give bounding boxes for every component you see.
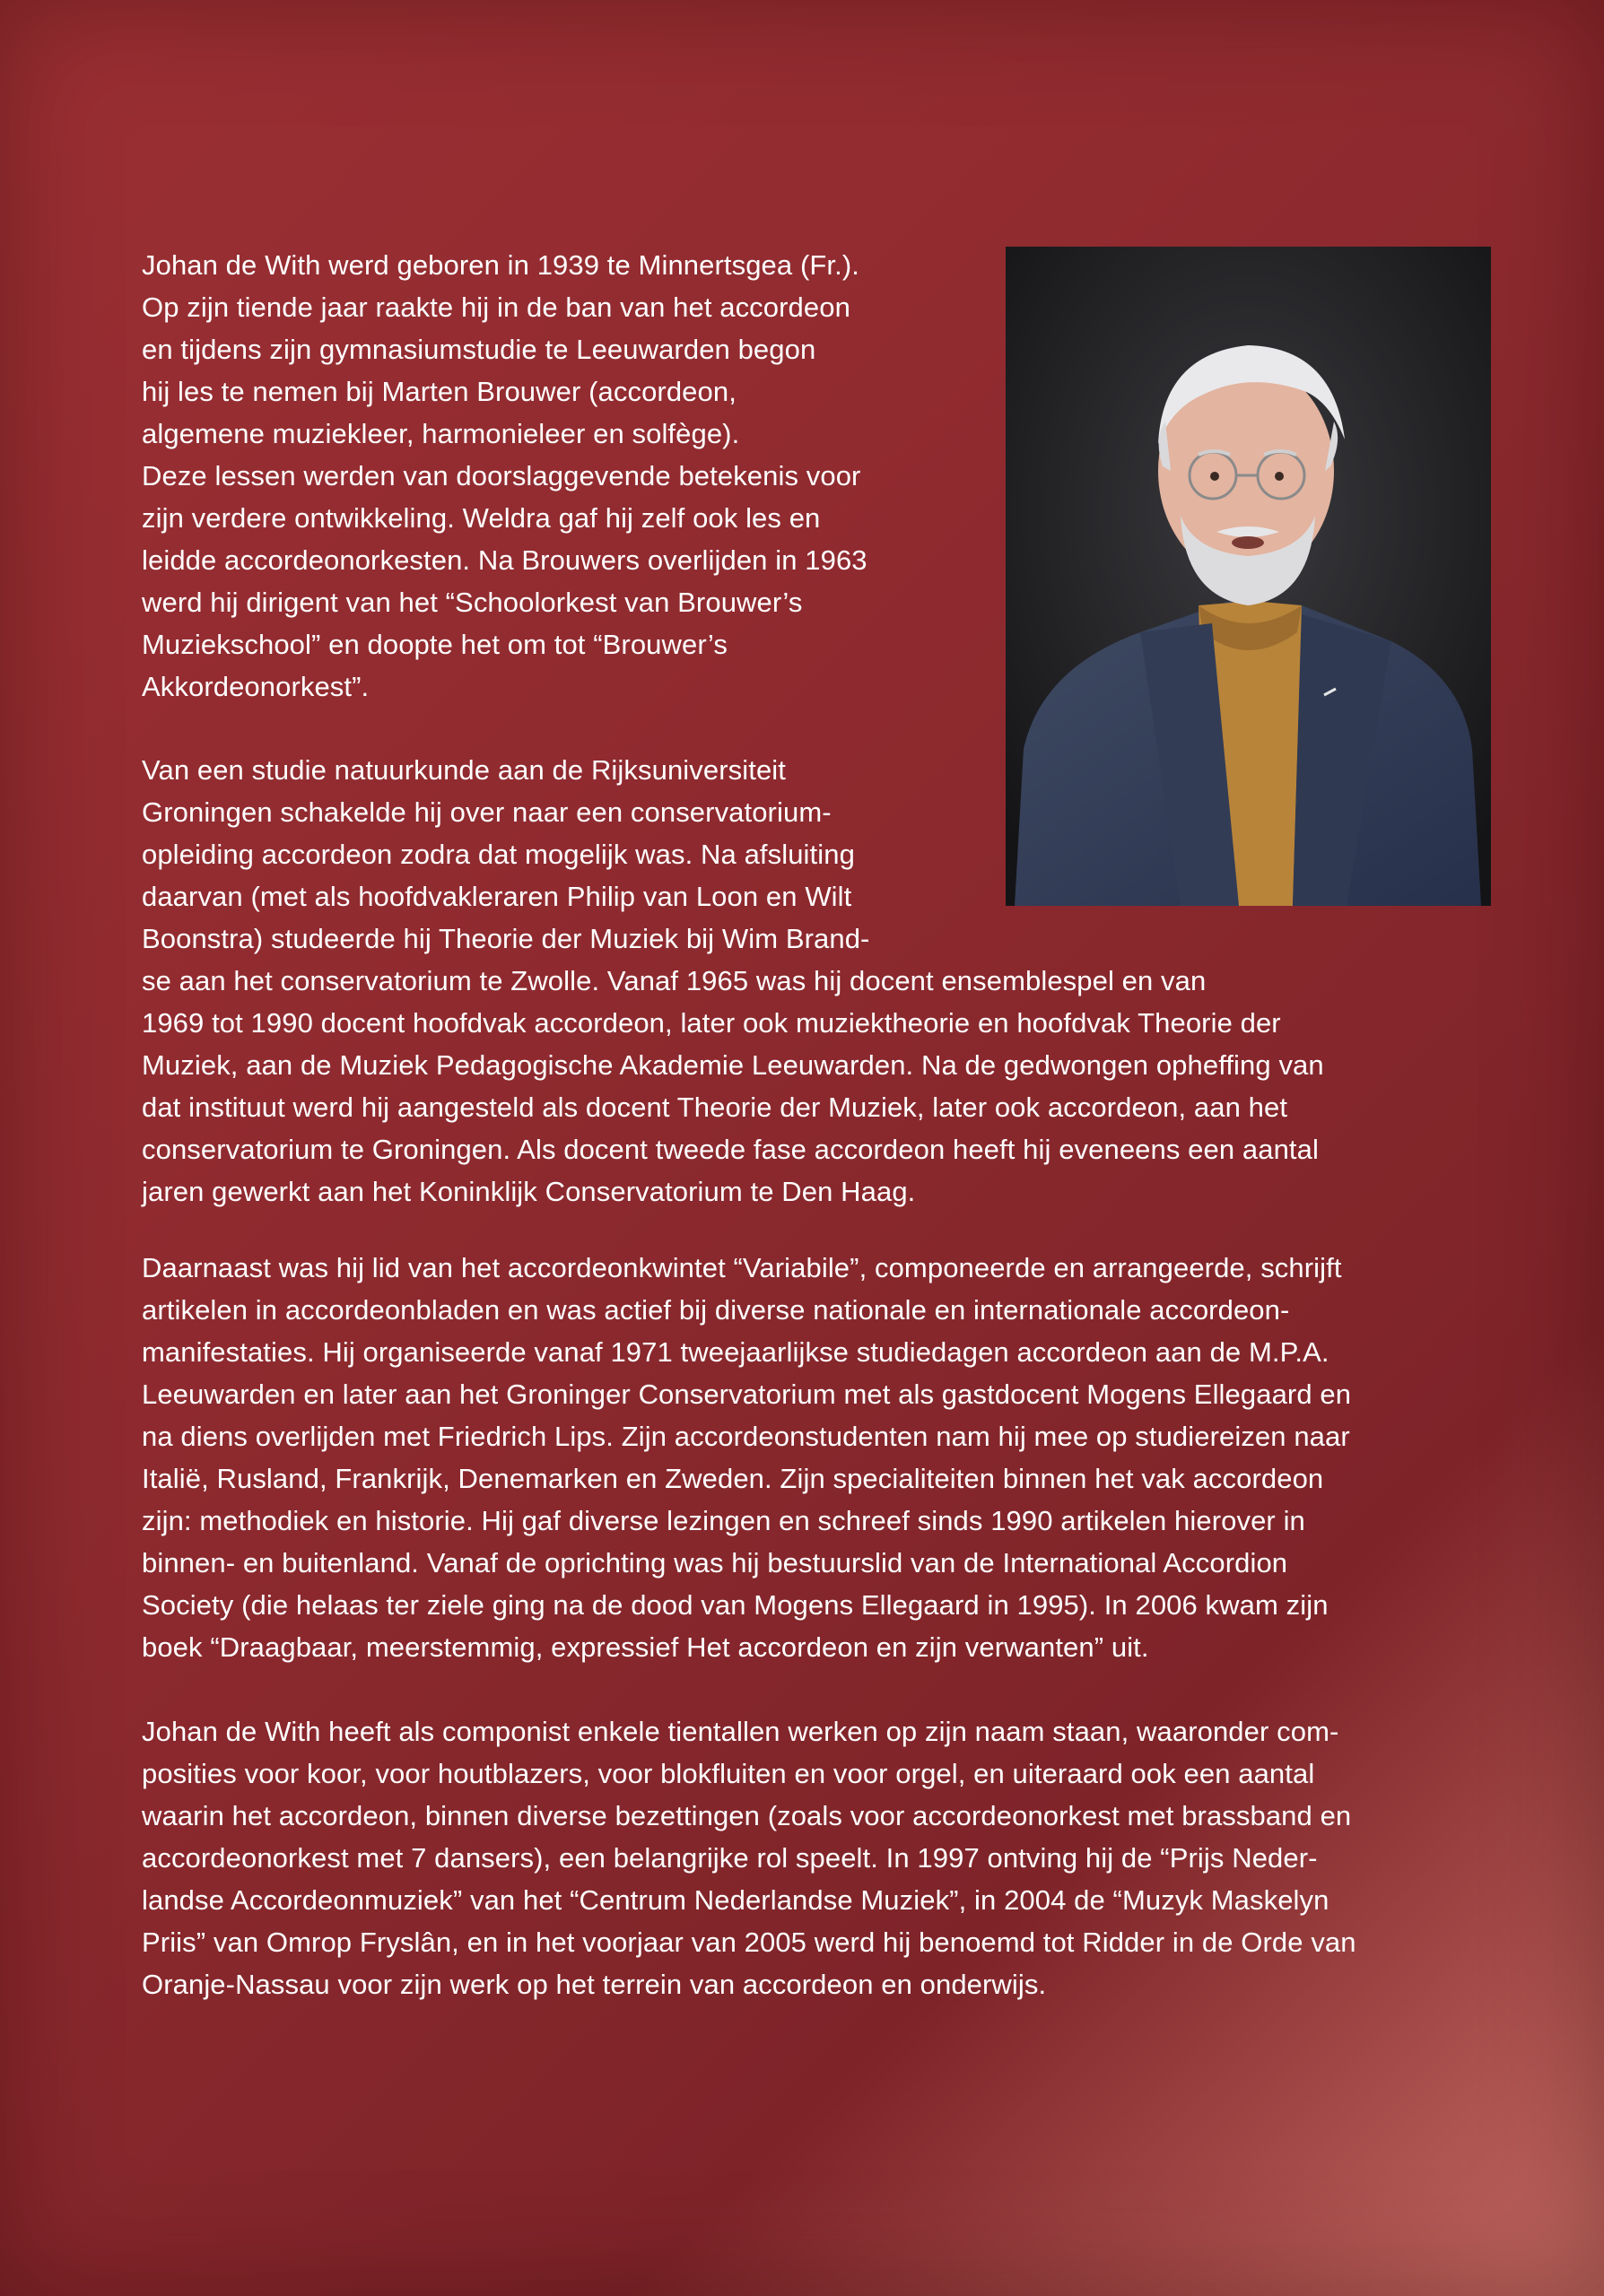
text-line: zijn: methodiek en historie. Hij gaf diverse lezingen en schreef sinds 1990 artikelen hierover in xyxy=(142,1505,1305,1536)
text-line: hij les te nemen bij Marten Brouwer (accordeon, xyxy=(142,376,737,407)
text-line: daarvan (met als hoofdvakleraren Philip van Loon en Wilt xyxy=(142,881,852,912)
biography-paragraph-2 xyxy=(142,749,1487,1213)
text-line: Deze lessen werden van doorslaggevende betekenis voor xyxy=(142,460,861,491)
text-line: Akkordeonorkest”. xyxy=(142,671,370,702)
text-line: Van een studie natuurkunde aan de Rijksuniversiteit xyxy=(142,754,786,786)
text-line: Johan de With werd geboren in 1939 te Minnertsgea (Fr.). xyxy=(142,249,859,281)
text-line: landse Accordeonmuziek” van het “Centrum Nederlandse Muziek”, in 2004 de “Muzyk Maskelyn xyxy=(142,1884,1329,1916)
text-line: conservatorium te Groningen. Als docent tweede fase accordeon heeft hij eveneens een aantal xyxy=(142,1134,1319,1165)
text-line: Daarnaast was hij lid van het accordeonkwintet “Variabile”, componeerde en arrangeerde, schrijft xyxy=(142,1252,1342,1283)
text-line: waarin het accordeon, binnen diverse bezettingen (zoals voor accordeonorkest met brassband en xyxy=(142,1800,1352,1831)
text-line: Priis” van Omrop Fryslân, en in het voorjaar van 2005 werd hij benoemd tot Ridder in de Orde van xyxy=(142,1926,1356,1958)
text-line: werd hij dirigent van het “Schoolorkest van Brouwer’s xyxy=(142,587,803,618)
text-line: jaren gewerkt aan het Koninklijk Conservatorium te Den Haag. xyxy=(142,1176,916,1207)
text-line: accordeonorkest met 7 dansers), een belangrijke rol speelt. In 1997 ontving hij de “Prijs Neder- xyxy=(142,1842,1318,1874)
text-line: algemene muziekleer, harmonieleer en solfège). xyxy=(142,418,740,449)
text-line: artikelen in accordeonbladen en was actief bij diverse nationale en internationale accordeon- xyxy=(142,1294,1290,1326)
biography-paragraph-1 xyxy=(142,244,1487,708)
text-line: na diens overlijden met Friedrich Lips. Zijn accordeonstudenten nam hij mee op studiereizen naar xyxy=(142,1421,1350,1452)
text-line: en tijdens zijn gymnasiumstudie te Leeuwarden begon xyxy=(142,334,816,365)
text-line: Op zijn tiende jaar raakte hij in de ban van het accordeon xyxy=(142,291,850,323)
biography-paragraph-3 xyxy=(142,1247,1487,1668)
text-line: Muziek, aan de Muziek Pedagogische Akademie Leeuwarden. Na de gedwongen opheffing van xyxy=(142,1049,1324,1081)
text-line: posities voor koor, voor houtblazers, voor blokfluiten en voor orgel, en uiteraard ook een aantal xyxy=(142,1758,1315,1789)
biography-paragraph-4 xyxy=(142,1710,1487,2005)
text-line: dat instituut werd hij aangesteld als docent Theorie der Muziek, later ook accordeon, aan het xyxy=(142,1091,1288,1123)
text-line: Groningen schakelde hij over naar een conservatorium- xyxy=(142,796,832,828)
text-line: manifestaties. Hij organiseerde vanaf 1971 tweejaarlijkse studiedagen accordeon aan de M.P.A. xyxy=(142,1336,1329,1368)
text-line: Muziekschool” en doopte het om tot “Brouwer’s xyxy=(142,629,728,660)
text-line: zijn verdere ontwikkeling. Weldra gaf hij zelf ook les en xyxy=(142,502,821,534)
text-line: binnen- en buitenland. Vanaf de oprichting was hij bestuurslid van de International Accordion xyxy=(142,1547,1288,1578)
text-line: Society (die helaas ter ziele ging na de dood van Mogens Ellegaard in 1995). In 2006 kwam zijn xyxy=(142,1589,1329,1621)
text-line: 1969 tot 1990 docent hoofdvak accordeon, later ook muziektheorie en hoofdvak Theorie der xyxy=(142,1007,1281,1039)
text-line: Johan de With heeft als componist enkele tientallen werken op zijn naam staan, waaronder com- xyxy=(142,1716,1339,1747)
text-line: Leeuwarden en later aan het Groninger Conservatorium met als gastdocent Mogens Ellegaard en xyxy=(142,1378,1352,1410)
text-line: leidde accordeonorkesten. Na Brouwers overlijden in 1963 xyxy=(142,544,867,576)
text-line: Oranje-Nassau voor zijn werk op het terrein van accordeon en onderwijs. xyxy=(142,1969,1047,2000)
text-line: Italië, Rusland, Frankrijk, Denemarken en Zweden. Zijn specialiteiten binnen het vak accordeon xyxy=(142,1463,1324,1494)
text-line: opleiding accordeon zodra dat mogelijk was. Na afsluiting xyxy=(142,839,855,870)
text-line: Boonstra) studeerde hij Theorie der Muziek bij Wim Brand- xyxy=(142,923,870,954)
text-line: boek “Draagbaar, meerstemmig, expressief Het accordeon en zijn verwanten” uit. xyxy=(142,1631,1149,1663)
text-line: se aan het conservatorium te Zwolle. Vanaf 1965 was hij docent ensemblespel en van xyxy=(142,965,1207,996)
